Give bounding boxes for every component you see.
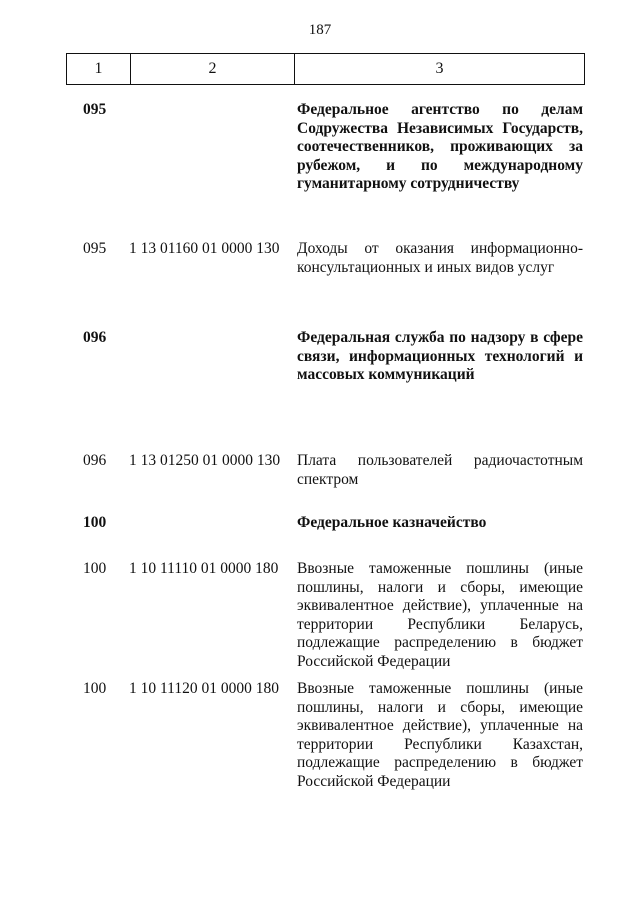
revenue-description: Плата пользователей радиочастотным спектром [297,452,583,488]
revenue-classification-code: 1 10 11110 01 0000 180 [129,560,279,577]
revenue-classification-code: 1 13 01250 01 0000 130 [129,452,281,469]
administrator-code: 095 [83,101,107,118]
column-header-table [66,53,585,85]
revenue-description: Ввозные таможенные пошлины (иные пошлины, налоги и сборы, имеющие эквивалентное действие), уплаченные на территории Республики Беларусь, подлежащие распределению в бюджет Российской Федерации [297,560,583,670]
column-header-row [67,54,585,85]
administrator-code: 100 [83,560,107,577]
revenue-description: Ввозные таможенные пошлины (иные пошлины, налоги и сборы, имеющие эквивалентное действие), уплаченные на территории Республики Казахстан, подлежащие распределению в бюджет Российской Федерации [297,680,583,790]
column-header-3: 3 [295,54,585,85]
agency-name: Федеральное казначейство [297,514,487,531]
agency-name: Федеральное агентство по делам Содружества Независимых Государств, соотечественников, проживающих за рубежом, и по международному гуманитарному сотрудничеству [297,101,583,192]
administrator-code: 096 [83,452,107,469]
column-header-1: 1 [67,54,131,85]
administrator-code: 095 [83,240,107,257]
page-number: 187 [308,22,332,38]
agency-name: Федеральная служба по надзору в сфере связи, информационных технологий и массовых коммуникаций [297,329,583,383]
administrator-code: 100 [83,680,107,697]
column-header-2: 2 [131,54,295,85]
revenue-description: Доходы от оказания информационно-консультационных и иных видов услуг [297,240,583,276]
administrator-code: 096 [83,329,107,346]
revenue-classification-code: 1 10 11120 01 0000 180 [129,680,279,697]
revenue-classification-code: 1 13 01160 01 0000 130 [129,240,280,257]
administrator-code: 100 [83,514,107,531]
